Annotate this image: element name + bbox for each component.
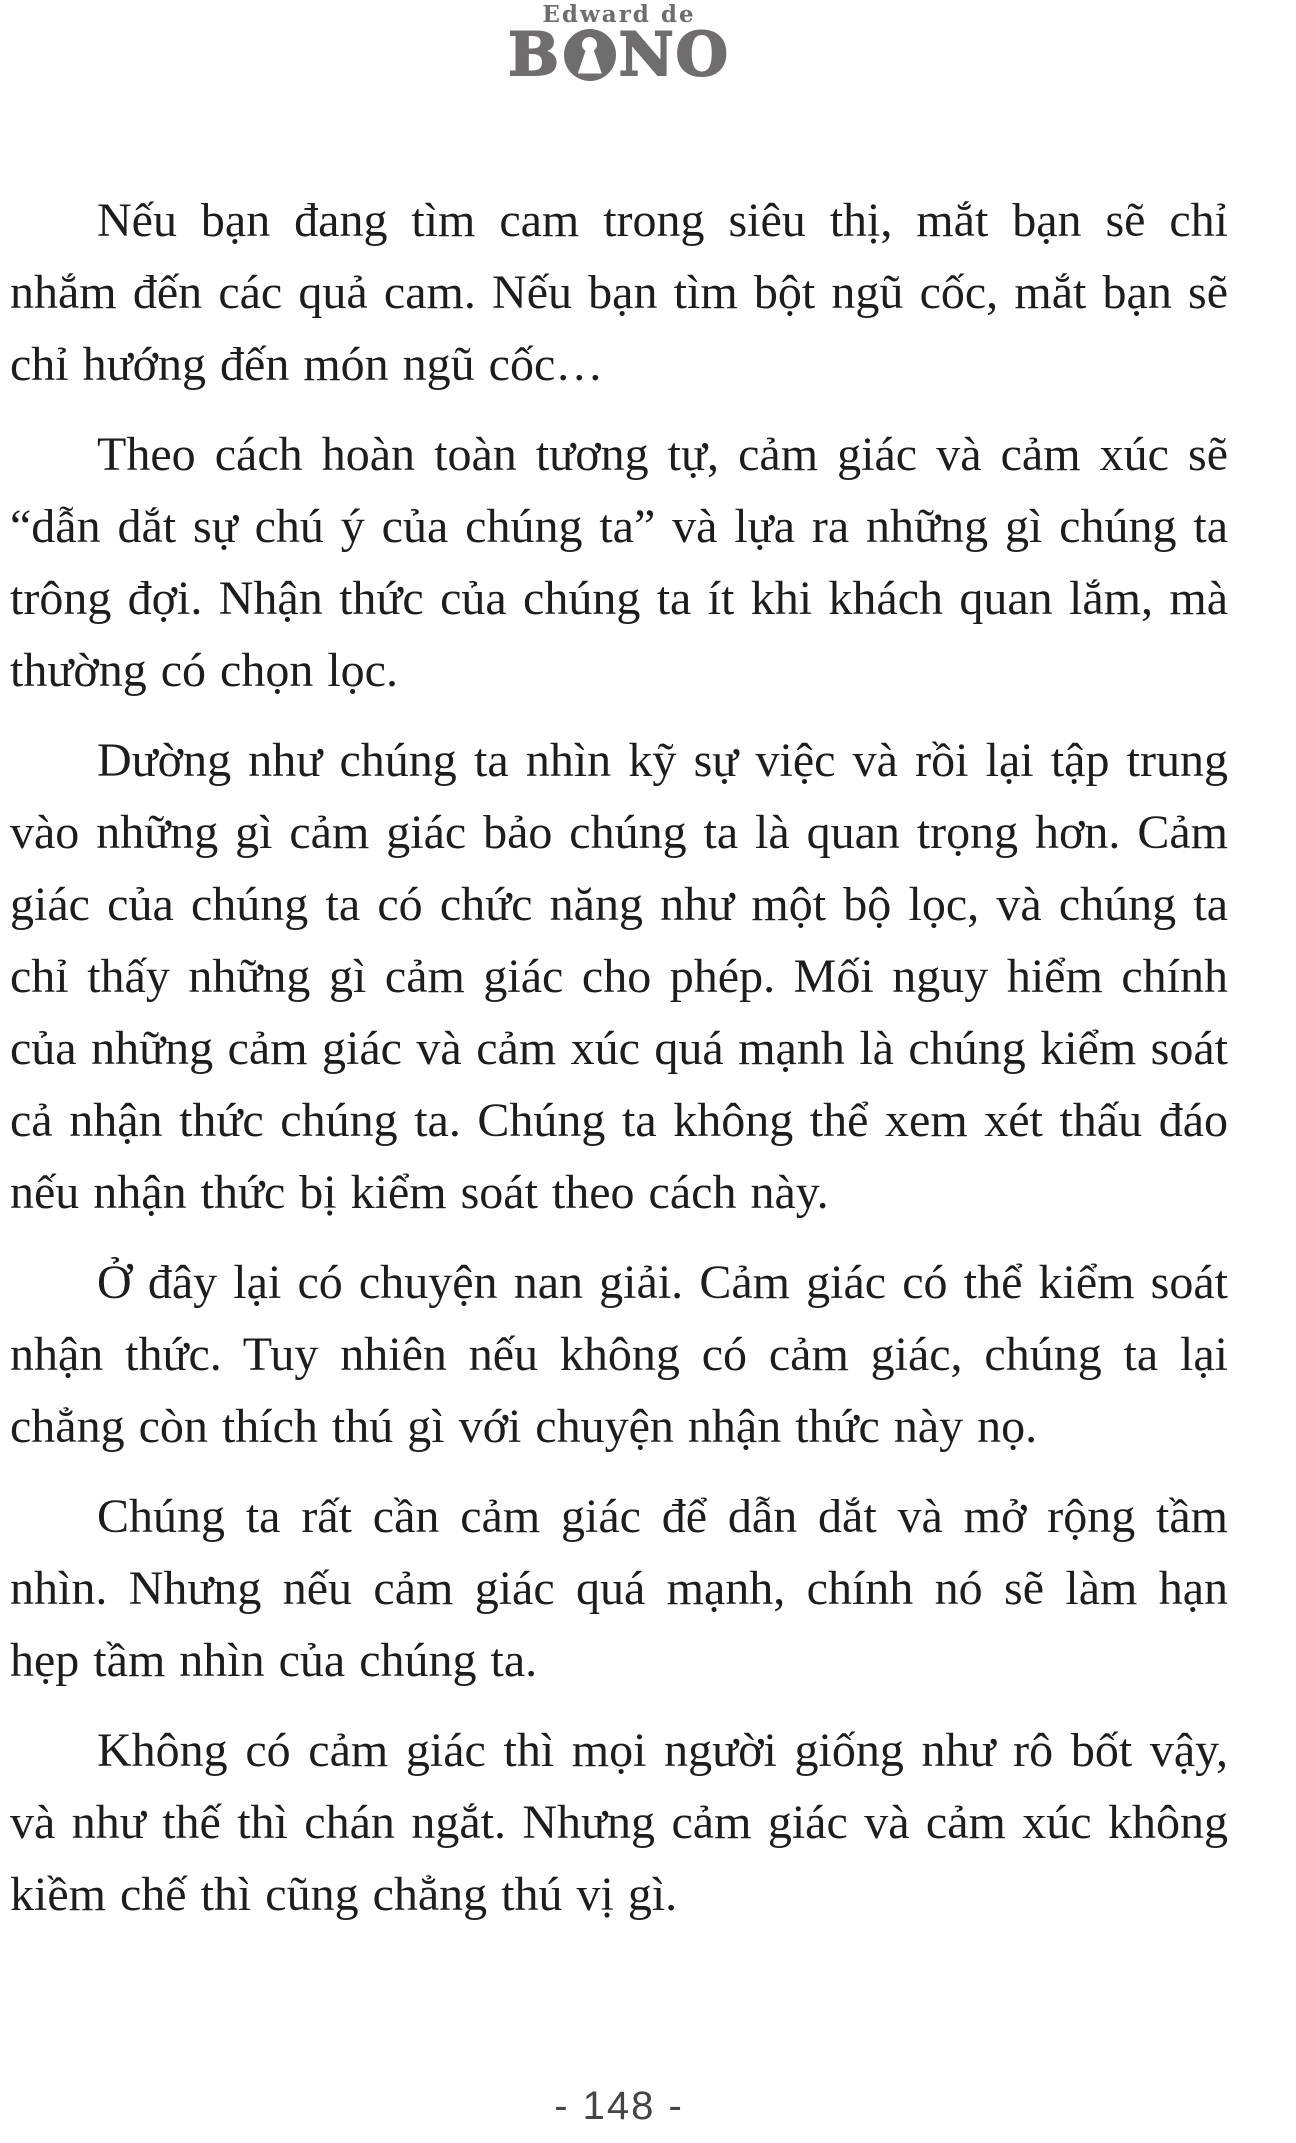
body-paragraph: Theo cách hoàn toàn tương tự, cảm giác và cảm xúc sẽ “dẫn dắt sự chú ý của chúng ta” và lựa ra những gì chúng ta trông đợi. Nhận thức của chúng ta ít khi khách quan lắm, mà thường có chọn lọc. bbox=[10, 428, 1228, 697]
logo-letters-no: NO bbox=[618, 19, 730, 90]
body-paragraph: Không có cảm giác thì mọi người giống như rô bốt vậy, và như thế thì chán ngắt. Nhưng cảm giác và cảm xúc không kiềm chế thì cũng chẳng thú vị gì. bbox=[10, 1724, 1228, 1921]
page-body bbox=[10, 185, 1228, 1931]
publisher-logo bbox=[10, 0, 1228, 90]
body-paragraph: Nếu bạn đang tìm cam trong siêu thị, mắt bạn sẽ chỉ nhắm đến các quả cam. Nếu bạn tìm bột ngũ cốc, mắt bạn sẽ chỉ hướng đến món ngũ cốc… bbox=[10, 194, 1228, 391]
body-paragraph: Chúng ta rất cần cảm giác để dẫn dắt và mở rộng tầm nhìn. Nhưng nếu cảm giác quá mạnh, chính nó sẽ làm hạn hẹp tầm nhìn của chúng ta. bbox=[10, 1490, 1228, 1687]
logo-letter-b: B bbox=[508, 19, 561, 90]
body-paragraph: Dường như chúng ta nhìn kỹ sự việc và rồi lại tập trung vào những gì cảm giác bảo chúng ta là quan trọng hơn. Cảm giác của chúng ta có chức năng như một bộ lọc, và chúng ta chỉ thấy những gì cảm giác cho phép. Mối nguy hiểm chính của những cảm giác và cảm xúc quá mạnh là chúng kiểm soát cả nhận thức chúng ta. Chúng ta không thể xem xét thấu đáo nếu nhận thức bị kiểm soát theo cách này. bbox=[10, 734, 1228, 1219]
page-footer bbox=[10, 2083, 1228, 2129]
body-paragraph: Ở đây lại có chuyện nan giải. Cảm giác có thể kiểm soát nhận thức. Tuy nhiên nếu không có cảm giác, chúng ta lại chẳng còn thích thú gì với chuyện nhận thức này nọ. bbox=[10, 1256, 1228, 1453]
keyhole-icon bbox=[564, 29, 616, 81]
logo-brand-bono bbox=[10, 19, 1228, 90]
logo-author-name: Edward de bbox=[542, 1, 696, 28]
keyhole-stem-shape bbox=[578, 48, 602, 74]
page-number: - 148 - bbox=[554, 2084, 684, 2128]
